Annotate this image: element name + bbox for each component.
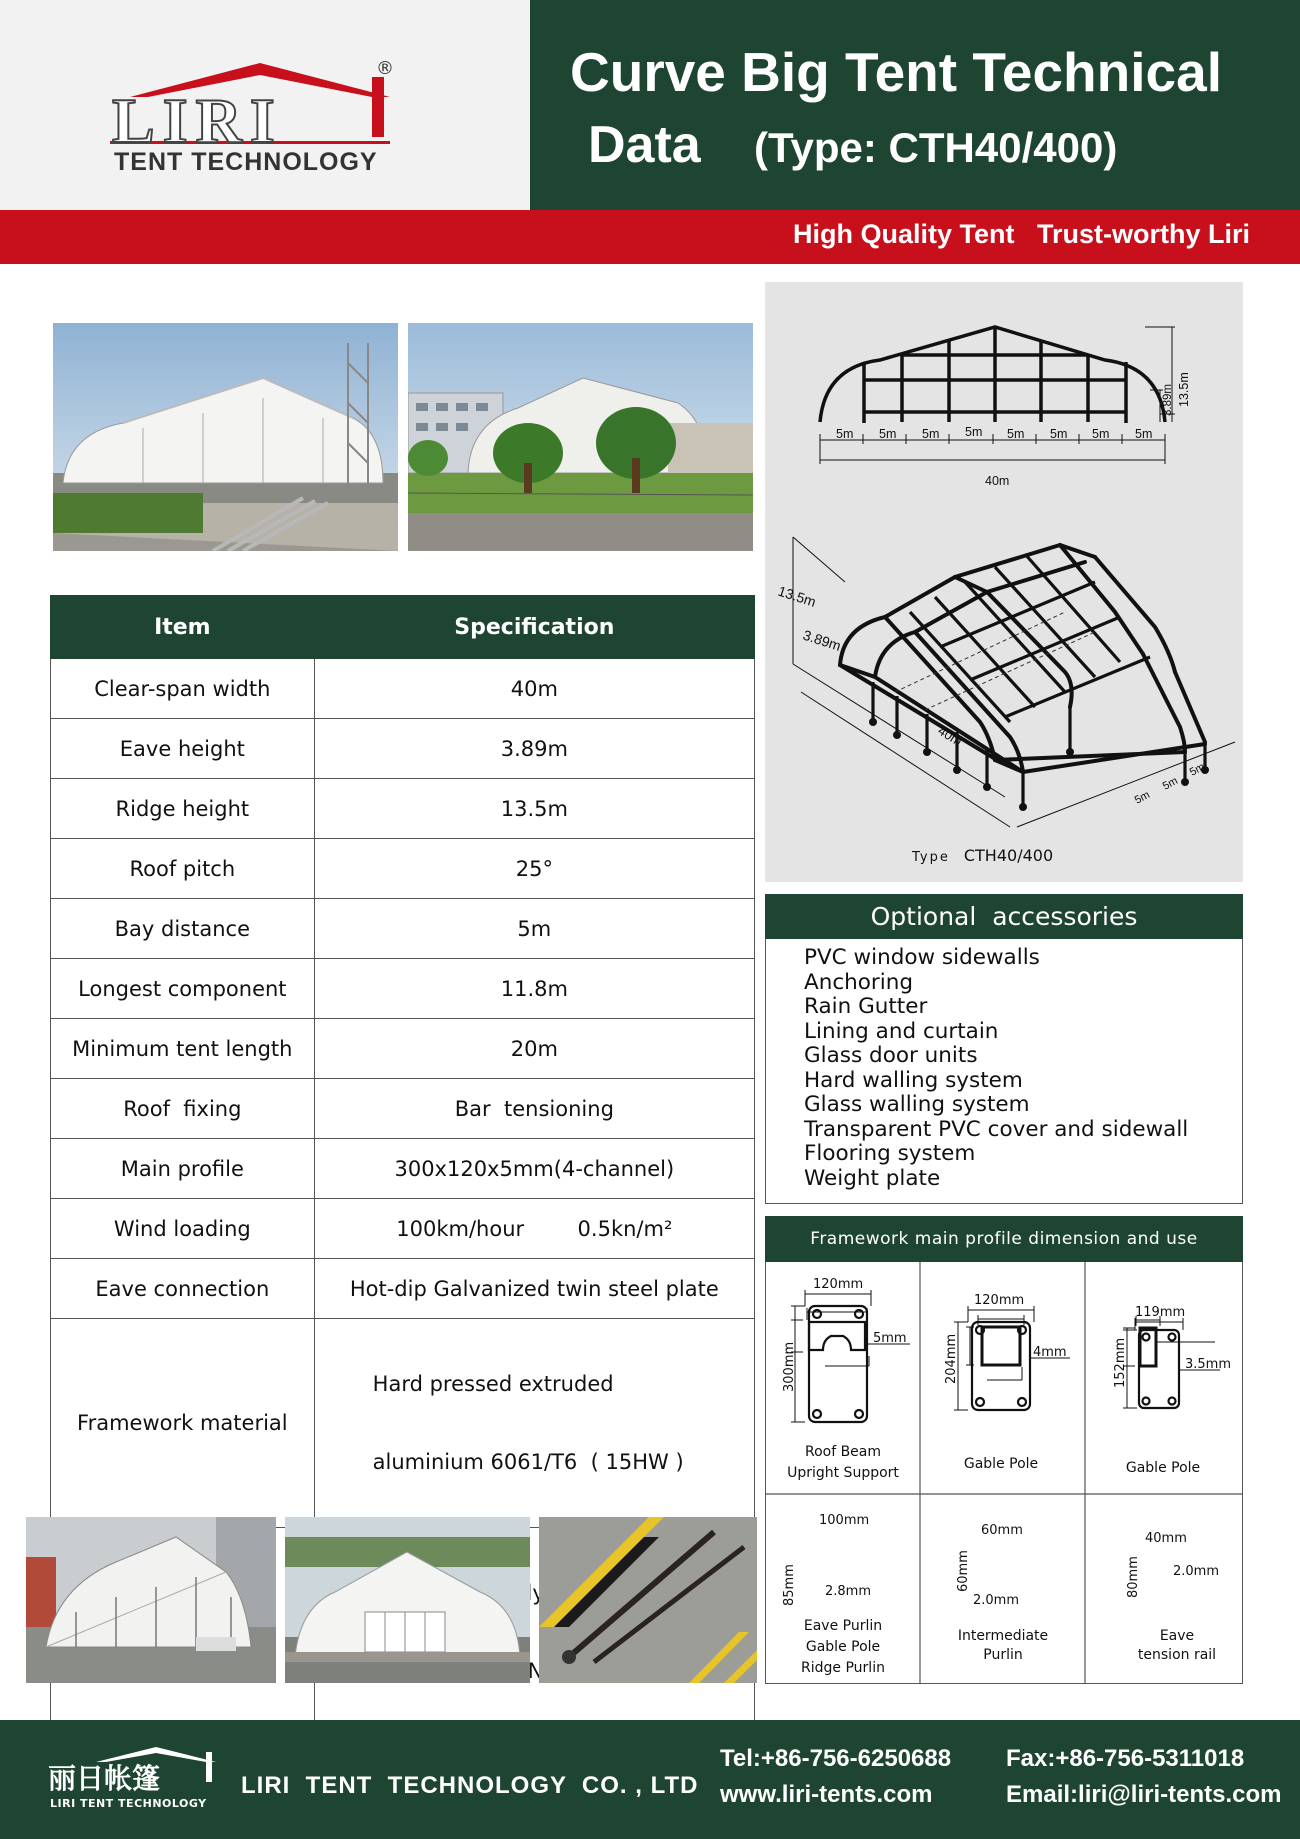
logo-subtitle: TENT TECHNOLOGY: [114, 148, 378, 176]
profile-height-label: 152mm: [1113, 1337, 1128, 1388]
profile-use-label: Upright Support: [787, 1465, 899, 1481]
profile-thickness-label: 2.8mm: [825, 1584, 872, 1599]
table-row: [51, 719, 755, 779]
table-row: [51, 839, 755, 899]
table-row: [51, 1139, 755, 1199]
row-item: Framework material: [51, 1319, 315, 1528]
list-item: Glass walling system: [804, 1092, 1030, 1117]
iso-bay-label: 5m: [1160, 774, 1180, 793]
front-bay-label: 5m: [1007, 427, 1025, 441]
row-item: Eave connection: [51, 1259, 315, 1319]
table-row: [51, 1259, 755, 1319]
list-item: Transparent PVC cover and sidewall: [804, 1116, 1189, 1142]
profile-use-label: Intermediate: [957, 1628, 1049, 1644]
table-row: [51, 1319, 755, 1528]
row-value: Bar tensioning: [314, 1079, 754, 1139]
registered-mark: ®: [376, 58, 394, 79]
column-header-item: Item: [51, 596, 315, 659]
table-header-row: [51, 596, 755, 659]
profile-thickness-label: 2.0mm: [973, 1593, 1020, 1608]
profile-use-label: Purlin: [983, 1647, 1023, 1663]
page-title-type: (Type: CTH40/400): [754, 124, 1118, 171]
column-header-specification: Specification: [314, 596, 754, 659]
iso-width-label: 40m: [935, 722, 965, 749]
footer-logo-cn: 丽日帐篷: [48, 1762, 161, 1795]
header-title-area: [530, 0, 1300, 210]
iso-bay-label: 5m: [1132, 788, 1152, 807]
profile-dimension-grid: [765, 1262, 1243, 1684]
profile-width-label: 120mm: [813, 1277, 864, 1292]
profile-thickness-label: 2.0mm: [1173, 1564, 1220, 1579]
profile-use-label: Gable Pole: [805, 1639, 881, 1655]
page-title-line2: Data: [588, 116, 701, 174]
front-bay-label: 5m: [1092, 427, 1110, 441]
front-eave-label: 3.89m: [1162, 384, 1174, 416]
row-item: Eave height: [51, 719, 315, 779]
profile-width-label: 119mm: [1135, 1305, 1186, 1320]
row-item: Ridge height: [51, 779, 315, 839]
front-bay-label: 5m: [879, 427, 897, 441]
table-row: [51, 959, 755, 1019]
logo-name: LIRI: [112, 85, 283, 156]
row-value: 100km/hour 0.5kn/m²: [314, 1199, 754, 1259]
profile-thickness-label: 3.5mm: [1185, 1357, 1232, 1372]
row-value-line: Hard pressed extruded: [372, 1372, 614, 1396]
row-value-line: aluminium 6061/T6 ( 15HW ): [372, 1450, 684, 1474]
row-item: Longest component: [51, 959, 315, 1019]
tent-photo-side: [408, 323, 753, 551]
table-row: [51, 779, 755, 839]
type-value: CTH40/400: [963, 846, 1054, 865]
row-value: 40m: [314, 659, 754, 719]
front-ridge-label: 13.5m: [1177, 372, 1191, 407]
profile-height-label: 300mm: [782, 1341, 797, 1392]
website-link[interactable]: www.liri-tents.com: [720, 1781, 933, 1808]
telephone: Tel:+86-756-6250688: [720, 1745, 952, 1772]
row-value: 3.89m: [314, 719, 754, 779]
fax: Fax:+86-756-5311018: [1006, 1745, 1245, 1772]
row-value: 5m: [314, 899, 754, 959]
iso-ridge-label: 13.5m: [776, 582, 819, 610]
list-item: Hard walling system: [804, 1067, 1023, 1093]
tent-frame-drawing: [765, 282, 1243, 882]
list-item: Anchoring: [804, 969, 914, 995]
list-item: Rain Gutter: [804, 994, 928, 1019]
profile-height-label: 60mm: [956, 1550, 971, 1592]
profile-width-label: 100mm: [819, 1513, 870, 1528]
profile-width-label: 40mm: [1145, 1531, 1187, 1546]
tent-photo-front: [53, 323, 398, 551]
profile-use-label: Roof Beam: [804, 1444, 882, 1460]
profile-use-label: Eave: [1159, 1628, 1195, 1644]
row-value: 20m: [314, 1019, 754, 1079]
footer-logo-subtitle: LIRI TENT TECHNOLOGY: [50, 1797, 207, 1810]
row-item: Roof fixing: [51, 1079, 315, 1139]
profile-use-label: Gable Pole: [1125, 1460, 1201, 1476]
tension-bar-photo: [539, 1517, 757, 1683]
profile-thickness-label: 5mm: [873, 1331, 907, 1346]
front-bay-label: 5m: [836, 427, 854, 441]
row-value: Hot-dip Galvanized twin steel plate: [314, 1259, 754, 1319]
tent-photo-gable: [285, 1517, 530, 1683]
row-item: Main profile: [51, 1139, 315, 1199]
email-link[interactable]: Email:liri@liri-tents.com: [1006, 1781, 1282, 1808]
company-name: LIRI TENT TECHNOLOGY CO. , LTD: [241, 1772, 699, 1799]
front-bay-label: 5m: [1135, 427, 1153, 441]
row-value: [314, 1319, 754, 1528]
profile-height-label: 80mm: [1126, 1556, 1141, 1598]
tent-photo-corner: [26, 1517, 276, 1683]
front-bay-label: 5m: [965, 425, 983, 439]
row-value: 13.5m: [314, 779, 754, 839]
front-width-label: 40m: [985, 474, 1010, 488]
iso-eave-label: 3.89m: [801, 626, 844, 654]
row-item: Clear-span width: [51, 659, 315, 719]
profile-height-label: 85mm: [782, 1564, 797, 1606]
iso-bay-label: 5m: [1187, 760, 1207, 779]
profile-dimension-title: Framework main profile dimension and use: [765, 1216, 1243, 1262]
profile-width-label: 120mm: [974, 1293, 1025, 1308]
profile-use-label: Gable Pole: [963, 1456, 1039, 1472]
profile-width-label: 60mm: [981, 1523, 1023, 1538]
diagram-type-caption: [912, 846, 1053, 865]
accessories-list: [804, 946, 1188, 1191]
type-label: Type: [912, 850, 950, 865]
row-item: Minimum tent length: [51, 1019, 315, 1079]
row-item: Wind loading: [51, 1199, 315, 1259]
table-row: [51, 1019, 755, 1079]
table-row: [51, 659, 755, 719]
list-item: Glass door units: [804, 1043, 978, 1068]
table-row: [51, 899, 755, 959]
page-title-line1: Curve Big Tent Technical: [570, 41, 1222, 103]
list-item: Weight plate: [804, 1165, 941, 1191]
row-value: 25°: [314, 839, 754, 899]
profile-use-label: tension rail: [1137, 1647, 1217, 1663]
profile-thickness-label: 4mm: [1033, 1345, 1067, 1360]
table-row: [51, 1079, 755, 1139]
row-value: 300x120x5mm(4-channel): [314, 1139, 754, 1199]
front-bay-label: 5m: [922, 427, 940, 441]
profile-use-label: Ridge Purlin: [801, 1660, 885, 1676]
row-item: Bay distance: [51, 899, 315, 959]
front-bay-label: 5m: [1050, 427, 1068, 441]
profile-use-label: Eave Purlin: [803, 1618, 883, 1634]
row-value: 11.8m: [314, 959, 754, 1019]
slogan: High Quality Tent Trust-worthy Liri: [792, 219, 1250, 249]
list-item: Flooring system: [804, 1141, 976, 1166]
accessories-title: Optional accessories: [765, 894, 1243, 939]
tent-structure-diagram: [765, 282, 1243, 882]
row-item: Roof pitch: [51, 839, 315, 899]
table-row: [51, 1199, 755, 1259]
profile-height-label: 204mm: [944, 1333, 959, 1384]
list-item: PVC window sidewalls: [804, 945, 1040, 970]
list-item: Lining and curtain: [804, 1018, 999, 1044]
